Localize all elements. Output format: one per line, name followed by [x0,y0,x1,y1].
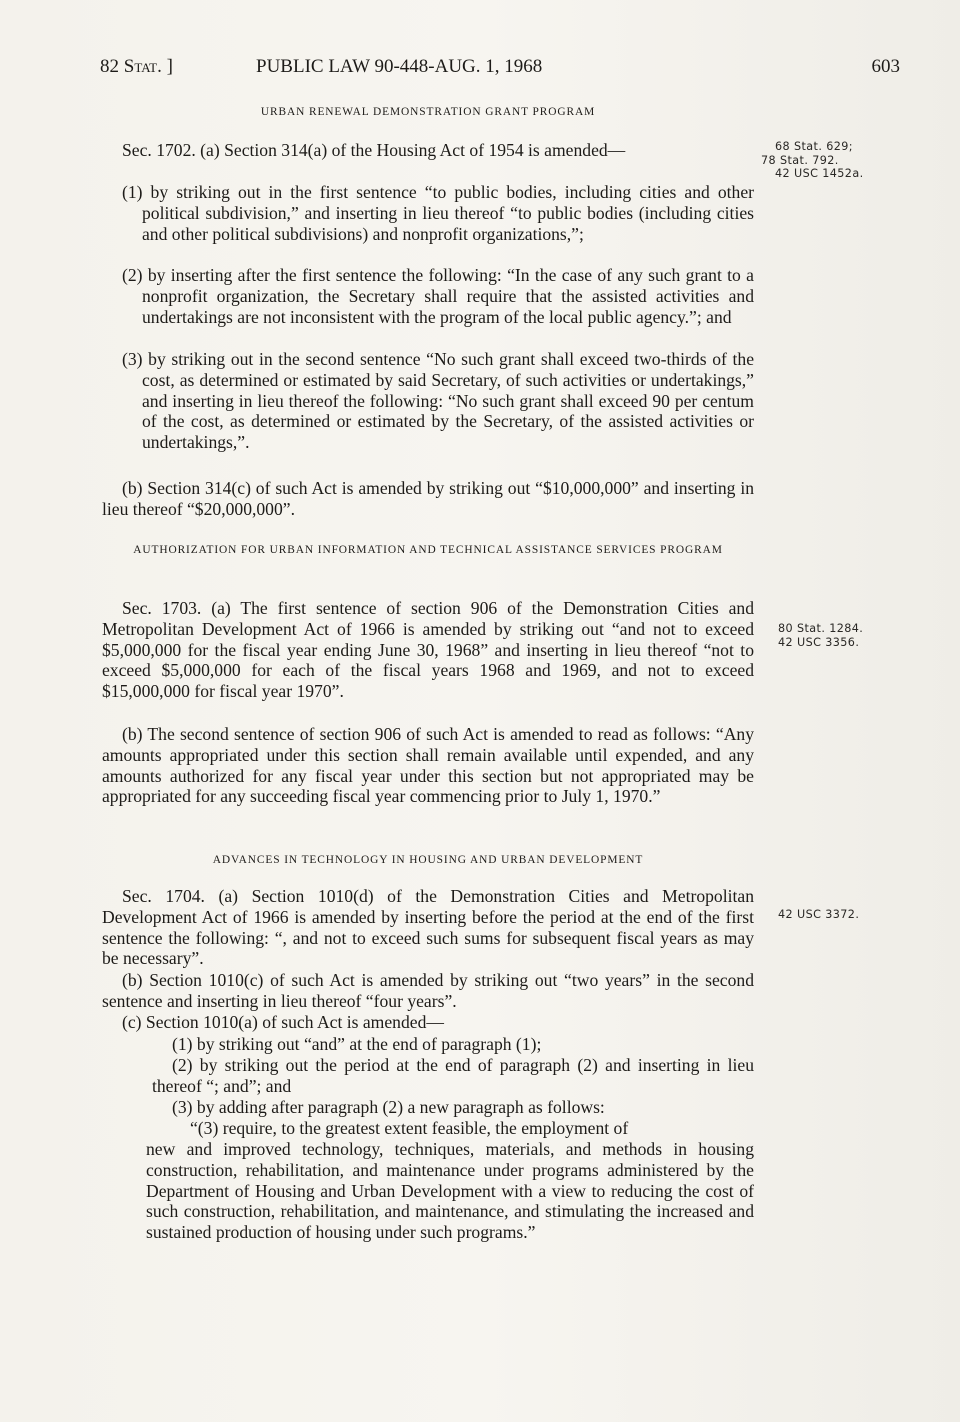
section-heading-1704: ADVANCES IN TECHNOLOGY IN HOUSING AND URBAN DEVELOPMENT [212,854,644,866]
sec1704-c-item-3: (3) by adding after paragraph (2) a new paragraph as follows: [172,1097,605,1117]
margin-citation: 42 USC 1452a. [775,167,864,180]
margin-citation: 42 USC 3356. [778,635,860,649]
sec1702-intro: Sec. 1702. (a) Section 314(a) of the Housing Act of 1954 is amended— [122,140,626,160]
sec1702-item-1: (1) by striking out in the first sentence “to public bodies, including cities and other political subdivision,” and inserting in lieu thereof “to public bodies (including cities and other political subdivisions) and nonprofit organizations,”; [122,182,754,244]
margin-citation: 78 Stat. 792. [761,153,839,167]
margin-note-1702 [761,140,895,181]
sec1703-a: Sec. 1703. (a) The first sentence of section 906 of the Demonstration Cities and Metropolitan Development Act of 1966 is amended by striking out “and not to exceed $5,000,000 for the fiscal year ending June 30, 1968” and inserting in lieu thereof “not to exceed $5,000,000 for each of the fiscal years 1968 and 1969, and not to exceed $15,000,000 for fiscal year 1970”. [102,598,754,702]
section-heading-1703: AUTHORIZATION FOR URBAN INFORMATION AND TECHNICAL ASSISTANCE SERVICES PROGRAM [133,544,723,556]
sec1704-a: Sec. 1704. (a) Section 1010(d) of the Demonstration Cities and Metropolitan Development Act of 1966 is amended by inserting before the period at the end of the first sentence the following: “, and not to exceed such sums for subsequent fiscal years as may be necessary”. [102,886,754,969]
quoted-paragraph-body: new and improved technology, techniques, materials, and methods in housing construction, rehabilitation, and maintenance under programs administered by the Department of Housing and Urban Development with a view to reducing the cost of such construction, rehabilitation, and maintenance, and stimulating the increased and sustained production of housing under such programs.” [146,1139,754,1243]
page-title: PUBLIC LAW 90-448-AUG. 1, 1968 [256,56,543,77]
sec1704-b: (b) Section 1010(c) of such Act is amended by striking out “two years” in the second sentence and inserting in lieu thereof “four years”. [102,970,754,1011]
sec1704-c-item-1: (1) by striking out “and” at the end of paragraph (1); [172,1034,542,1054]
margin-citation: 68 Stat. 629; [775,140,853,153]
stat-label: 82 Stat. ] [100,56,173,77]
sec1702-item-3: (3) by striking out in the second sentence “No such grant shall exceed two-thirds of the cost, as determined or estimated by said Secretary, of such activities or undertakings,” and inserting in lieu thereof the following: “No such grant shall exceed 90 per centum of the cost, as determined or estimated by the Secretary, of the assisted activities or undertakings,”. [122,349,754,453]
sec1704-c-item-2: (2) by striking out the period at the end of paragraph (2) and inserting in lieu thereof “; and”; and [152,1055,754,1096]
sec1703-b: (b) The second sentence of section 906 of such Act is amended to read as follows: “Any amounts appropriated under this section shall remain available until expended, and any amounts authorized for any fiscal year under this section but not appropriated may be appropriated for any succeeding fiscal year commencing prior to July 1, 1970.” [102,724,754,807]
page-header [100,56,900,86]
margin-note-1703 [778,622,908,649]
quoted-paragraph-lead: “(3) require, to the greatest extent feasible, the employment of [190,1118,629,1138]
page-number: 603 [871,56,900,77]
sec1704-c: (c) Section 1010(a) of such Act is amended— [122,1012,444,1032]
section-heading-1702: URBAN RENEWAL DEMONSTRATION GRANT PROGRAM [260,106,596,118]
margin-citation: 42 USC 3372. [778,908,860,921]
margin-citation: 80 Stat. 1284. [778,622,864,635]
sec1702-item-2: (2) by inserting after the first sentence the following: “In the case of any such grant to a nonprofit organization, the Secretary shall require that the assisted activities and undertakings are not inconsistent with the program of the local public agency.”; and [122,265,754,327]
sec1702-b: (b) Section 314(c) of such Act is amended by striking out “$10,000,000” and inserting in lieu thereof “$20,000,000”. [102,478,754,519]
margin-note-1704 [778,908,908,922]
